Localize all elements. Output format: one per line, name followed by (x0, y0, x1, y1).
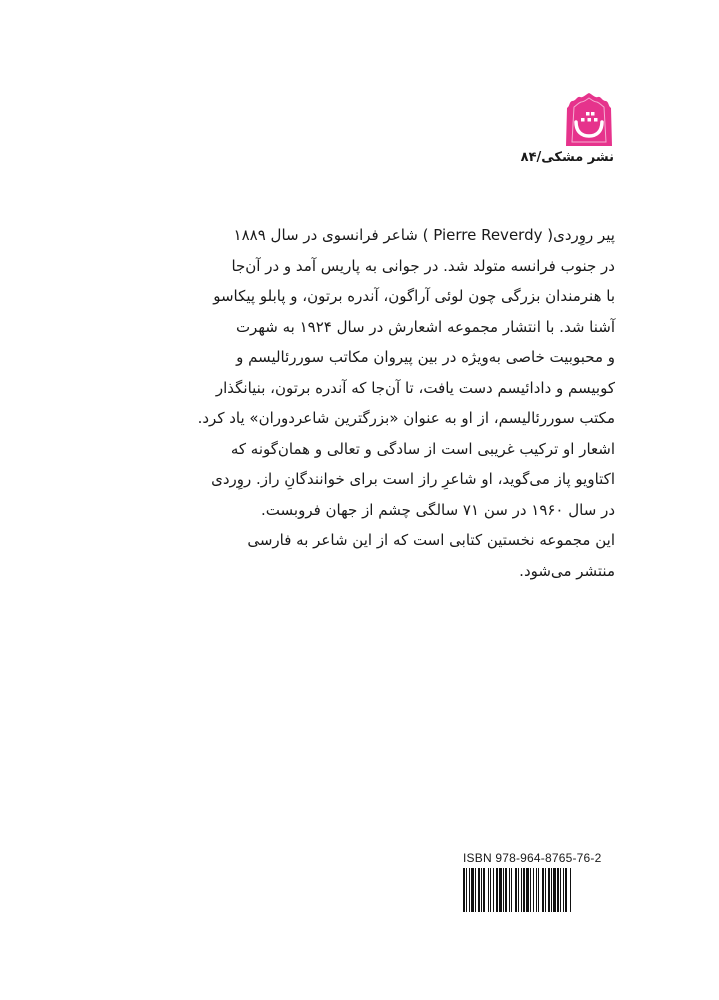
barcode-bar (545, 868, 546, 912)
description-line: این مجموعه نخستین کتابی است که از این شاعر به فارسی (247, 531, 615, 549)
description-line: مکتب سوررئالیسم، از او به عنوان «بزرگترین شاعردوران» یاد کرد. (197, 409, 615, 427)
barcode-bar (503, 868, 504, 912)
barcode-bar (533, 868, 534, 912)
barcode-bar (538, 868, 539, 912)
barcode-bar (478, 868, 480, 912)
barcode-bar (488, 868, 489, 912)
barcode-bar (499, 868, 502, 912)
barcode-bar (463, 868, 465, 912)
barcode-bar (469, 868, 470, 912)
description-line: کوبیسم و دادائیسم دست یافت، تا آن‌جا که آندره برتون، بنیانگذار (215, 378, 615, 397)
barcode-bar (530, 868, 531, 912)
barcode-bar (475, 868, 476, 912)
barcode-bar (511, 868, 512, 912)
barcode-bar (542, 868, 544, 912)
barcode-bar (481, 868, 482, 912)
description-line: اشعار او ترکیب غریبی است از سادگی و تعالی و همان‌گونه که (230, 439, 615, 458)
barcode-bar (509, 868, 510, 912)
barcode-bar (490, 868, 491, 912)
book-description (197, 220, 615, 586)
barcode-bar (493, 868, 494, 912)
barcode-bar (471, 868, 474, 912)
description-line: در جنوب فرانسه متولد شد. در جوانی به پاریس آمد و در آن‌جا (231, 256, 615, 275)
barcode-bar (560, 868, 561, 912)
description-line: آشنا شد. با انتشار مجموعه اشعارش در سال ۱۹۲۴ به شهرت (235, 317, 615, 336)
barcode-bar (466, 868, 467, 912)
publisher-series-label: نشر مشکی/۸۴ (520, 150, 614, 165)
description-line: و محبوبیت خاصی به‌ویژه در بین پیروان مکاتب سوررئالیسم و (236, 348, 615, 366)
barcode-bar (483, 868, 485, 912)
barcode-bar (563, 868, 564, 912)
barcode-bar (553, 868, 556, 912)
barcode-bar (496, 868, 498, 912)
barcode-bar (526, 868, 529, 912)
description-line: در سال ۱۹۶۰ در سن ۷۱ سالگی چشم از جهان فروبست. (261, 500, 615, 519)
barcode-bar (548, 868, 550, 912)
publisher-logo-icon (564, 92, 614, 148)
description-line: با هنرمندان بزرگی چون لوئی آراگون، آندره برتون، و پابلو پیکاسو (213, 287, 615, 305)
description-line: اکتاویو پاز می‌گوید، او شاعرِ راز است برای خوانندگانِ راز. روِردی (211, 470, 615, 488)
publisher-logo (564, 92, 614, 148)
barcode-bar (570, 868, 571, 912)
description-line: پیر روِردی( Pierre Reverdy ) شاعر فرانسوی در سال ۱۸۸۹ (233, 226, 615, 244)
isbn-number: ISBN 978-964-8765-76-2 (463, 851, 602, 865)
description-line: منتشر می‌شود. (519, 561, 615, 580)
barcode-bar (536, 868, 537, 912)
barcode-icon (463, 868, 616, 912)
barcode-bar (557, 868, 559, 912)
barcode-bar (521, 868, 522, 912)
barcode-bar (515, 868, 517, 912)
barcode (463, 868, 616, 912)
barcode-bar (505, 868, 507, 912)
barcode-bar (518, 868, 519, 912)
barcode-bar (565, 868, 567, 912)
barcode-bar (523, 868, 525, 912)
barcode-bar (551, 868, 552, 912)
